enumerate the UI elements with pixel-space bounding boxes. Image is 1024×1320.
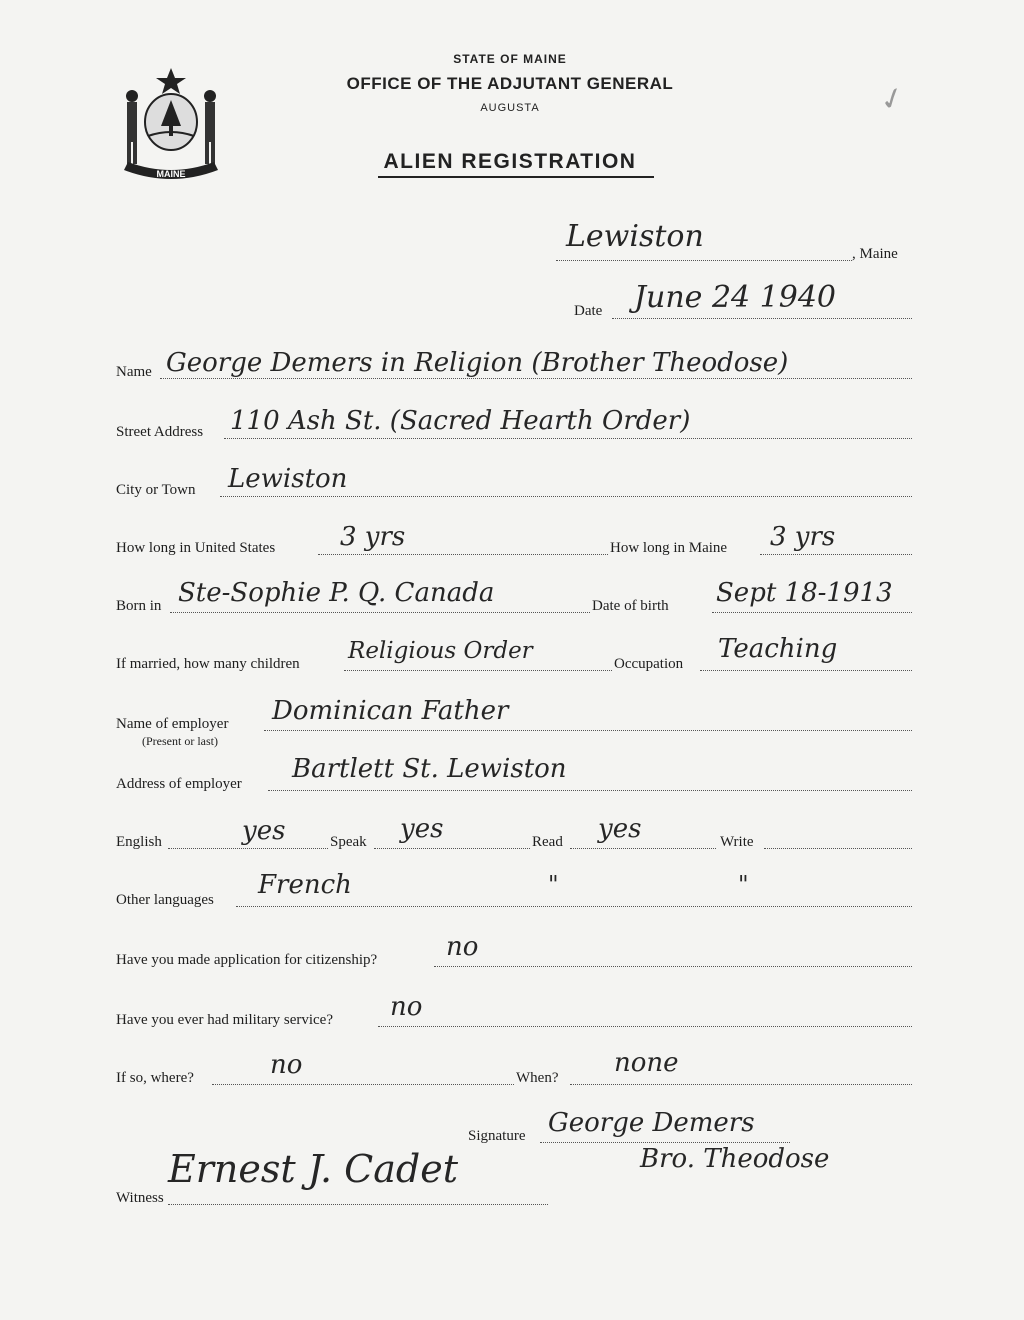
location-state-label: , Maine (852, 246, 898, 262)
english-value: yes (242, 816, 286, 846)
read-label: Read (532, 834, 563, 850)
write-label: Write (720, 834, 754, 850)
city-label: City or Town (116, 482, 196, 498)
date-of-birth-line (712, 612, 912, 613)
signature-label: Signature (468, 1128, 526, 1144)
ditto-mark-write: " (738, 872, 749, 898)
years-us-value: 3 yrs (340, 522, 406, 552)
name-value: George Demers in Religion (Brother Theodose) (166, 348, 789, 378)
children-line (344, 670, 612, 671)
name-line (160, 378, 912, 379)
state-of-maine-seal (118, 66, 224, 190)
where-line (212, 1084, 514, 1085)
other-languages-line (236, 906, 912, 907)
occupation-line (700, 670, 912, 671)
employer-line (264, 730, 912, 731)
street-address-value: 110 Ash St. (Sacred Hearth Order) (230, 406, 691, 436)
occupation-label: Occupation (614, 656, 684, 672)
speak-line (374, 848, 530, 849)
write-line (764, 848, 912, 849)
check-mark-icon: ✓ (875, 78, 910, 121)
signature-value-religious-name: Bro. Theodose (640, 1144, 830, 1174)
date-line (612, 318, 912, 319)
military-value: no (390, 992, 423, 1022)
signature-line (540, 1142, 790, 1143)
name-label: Name (116, 364, 152, 380)
where-value: no (270, 1050, 303, 1080)
years-us-line (318, 554, 608, 555)
title-underline (378, 176, 654, 178)
city-heading: AUGUSTA (480, 102, 540, 114)
employer-value: Dominican Father (272, 696, 509, 726)
where-label: If so, where? (116, 1070, 194, 1086)
born-in-value: Ste-Sophie P. Q. Canada (178, 578, 495, 608)
date-of-birth-label: Date of birth (592, 598, 669, 614)
children-label: If married, how many children (116, 656, 300, 672)
when-value: none (614, 1048, 679, 1078)
citizenship-label: Have you made application for citizenship? (116, 952, 378, 968)
date-value: June 24 1940 (634, 280, 837, 315)
english-line (168, 848, 328, 849)
city-line (220, 496, 912, 497)
employer-address-value: Bartlett St. Lewiston (292, 754, 567, 784)
state-heading: STATE OF MAINE (453, 52, 567, 66)
ditto-mark-read: " (548, 872, 559, 898)
svg-text:MAINE: MAINE (156, 169, 186, 179)
born-in-label: Born in (116, 598, 162, 614)
years-maine-label: How long in Maine (610, 540, 728, 556)
speak-value: yes (400, 814, 444, 844)
born-in-line (170, 612, 590, 613)
form-title: ALIEN REGISTRATION (383, 150, 637, 173)
years-maine-value: 3 yrs (770, 522, 836, 552)
signature-value: George Demers (548, 1108, 755, 1138)
children-value: Religious Order (348, 638, 533, 664)
office-heading: OFFICE OF THE ADJUTANT GENERAL (346, 74, 674, 93)
employer-sublabel: (Present or last) (142, 734, 218, 748)
military-label: Have you ever had military service? (116, 1012, 333, 1028)
years-us-label: How long in United States (116, 540, 276, 556)
street-address-line (224, 438, 912, 439)
other-languages-label: Other languages (116, 892, 214, 908)
city-value: Lewiston (228, 464, 348, 494)
street-address-label: Street Address (116, 424, 204, 440)
years-maine-line (760, 554, 912, 555)
other-languages-value: French (258, 870, 352, 900)
witness-line (168, 1204, 548, 1205)
location-line (556, 260, 852, 261)
read-line (570, 848, 716, 849)
citizenship-line (434, 966, 912, 967)
citizenship-value: no (446, 932, 479, 962)
speak-label: Speak (330, 834, 367, 850)
when-line (570, 1084, 912, 1085)
location-city-value: Lewiston (566, 219, 704, 254)
military-line (378, 1026, 912, 1027)
date-label: Date (574, 303, 603, 319)
date-of-birth-value: Sept 18-1913 (716, 578, 893, 608)
when-label: When? (516, 1070, 559, 1086)
employer-label: Name of employer (116, 716, 229, 732)
english-label: English (116, 834, 162, 850)
employer-address-line (268, 790, 912, 791)
read-value: yes (598, 814, 642, 844)
employer-address-label: Address of employer (116, 776, 242, 792)
occupation-value: Teaching (718, 634, 838, 664)
witness-value: Ernest J. Cadet (168, 1147, 458, 1191)
witness-label: Witness (116, 1190, 164, 1206)
